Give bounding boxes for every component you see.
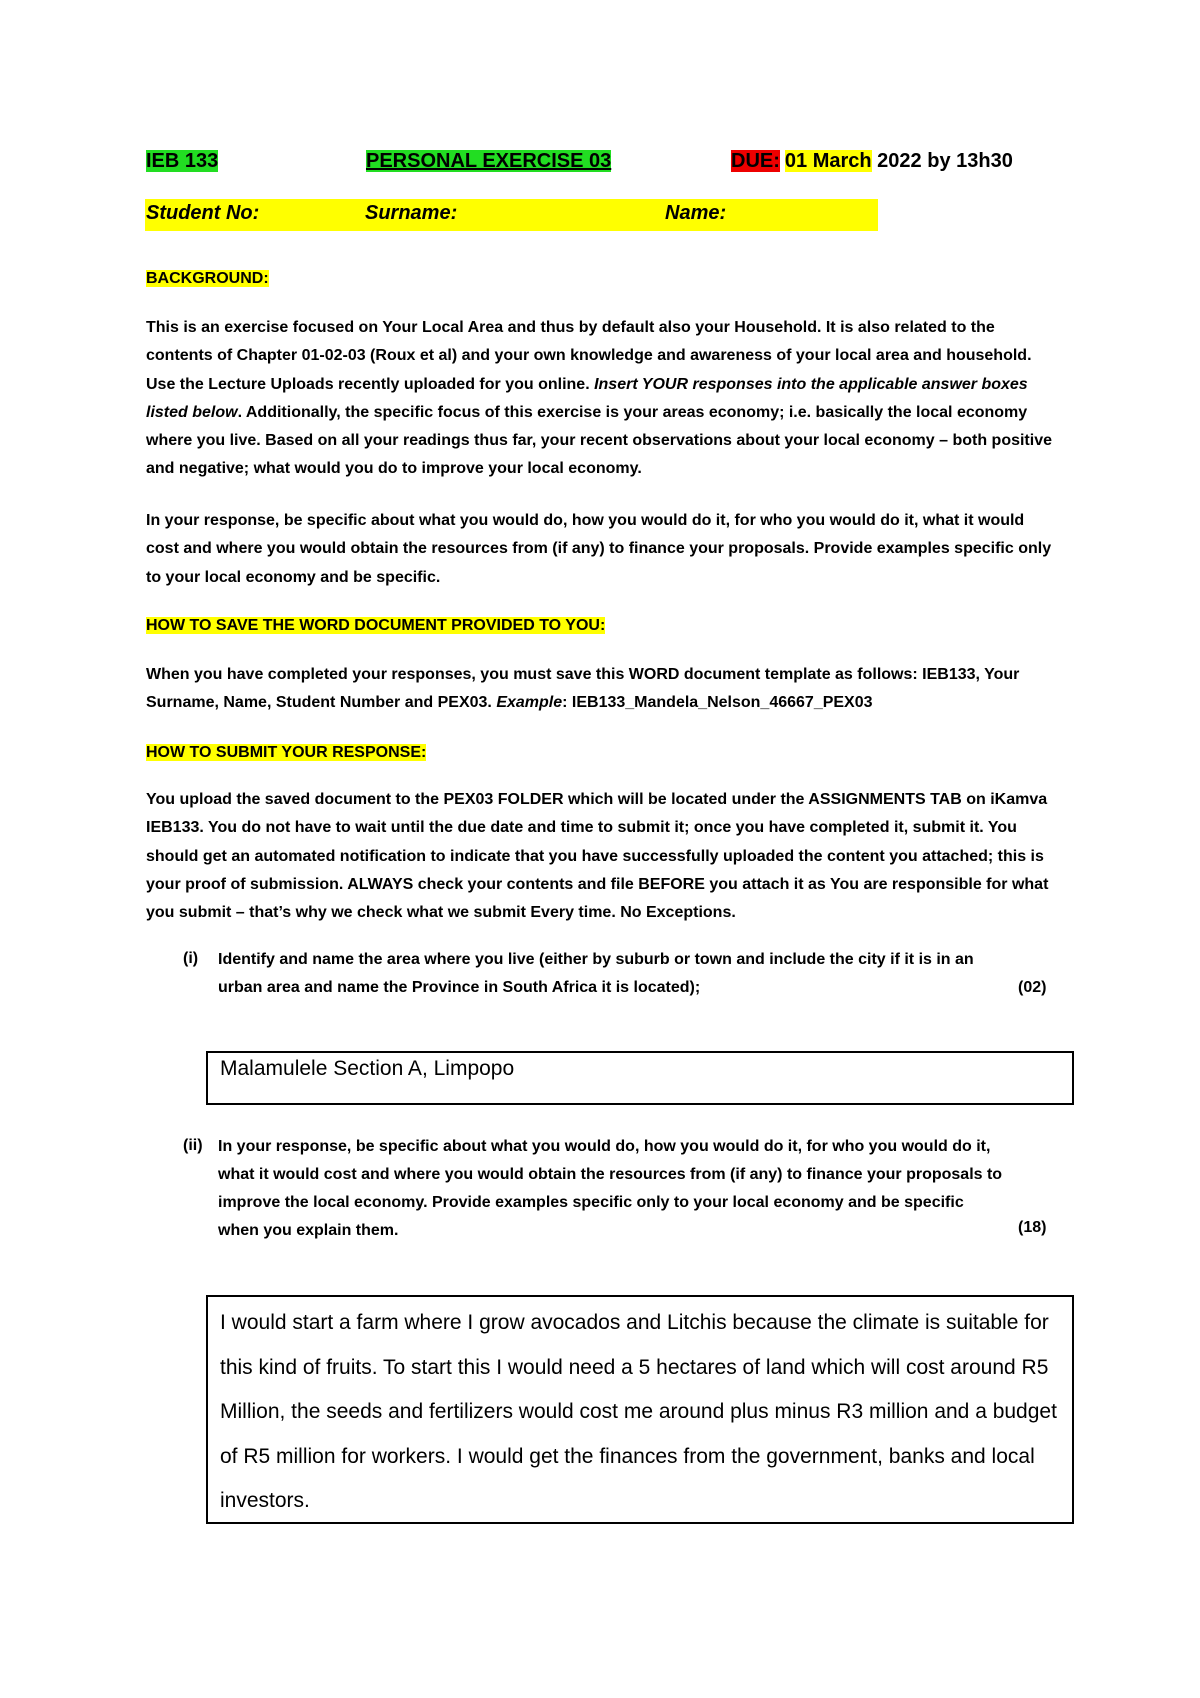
- question-1-number: (i): [183, 950, 199, 967]
- student-no-label: Student No:: [146, 202, 260, 224]
- question-2-text: In your response, be specific about what you would do, how you would do it, for who you would do it, what it would cost and where you would obtain the resources from (if any) to finance your proposals to improve the local economy. Provide examples specific only to your local economy and be specific when you explain them.: [218, 1138, 1003, 1239]
- background-heading-text: BACKGROUND:: [146, 270, 269, 287]
- due-date-rest: 2022 by 13h30: [877, 150, 1013, 172]
- save-heading: [146, 617, 605, 635]
- save-example-label: Example: [496, 694, 563, 712]
- question-2-marks: (18): [1018, 1219, 1047, 1236]
- background-heading: [146, 270, 269, 288]
- submit-text: You upload the saved document to the PEX03 FOLDER which will be located under the ASSIGNMENTS TAB on iKamva IEB133. You do not have to wait until the due date and time to submit it; once you have completed it, submit it. You should get an automated notification to indicate that you have successfully uploaded the content you attached; this is your proof of submission. ALWAYS check your contents and file BEFORE you attach it as You are responsible for what you submit – that’s why we check what we submit Every time. No Exceptions.: [146, 791, 1049, 922]
- student-info-bar: [145, 199, 878, 231]
- question-2-number: (ii): [183, 1137, 203, 1154]
- answer-1-text: Malamulele Section A, Limpopo: [220, 1057, 515, 1080]
- background-paragraph-1: [146, 314, 1056, 484]
- save-example-value: : IEB133_Mandela_Nelson_46667_PEX03: [562, 694, 873, 712]
- course-code: [146, 148, 218, 174]
- background-p1-a: This is an exercise focused on Your Local Area and thus by default also your Household. It is also related to the contents of Chapter 01-02-03 (Roux et al) and your own knowledge and awareness of your local area and household. Use the Lecture Uploads recently uploaded for you online.: [146, 319, 1032, 393]
- answer-box-2[interactable]: [206, 1295, 1074, 1524]
- question-1-marks: (02): [1018, 979, 1047, 996]
- name-label: Name:: [665, 202, 727, 224]
- course-code-text: IEB 133: [146, 150, 219, 172]
- background-p1-b: . Additionally, the specific focus of this exercise is your areas economy; i.e. basically the local economy where you live. Based on all your readings thus far, your recent observations about your local economy – both positive and negative; what would you do to improve your local economy.: [146, 403, 1052, 478]
- surname-label: Surname:: [365, 202, 458, 224]
- exercise-title-text: PERSONAL EXERCISE 03: [366, 150, 612, 172]
- submit-paragraph: [146, 786, 1056, 927]
- background-p2-text: In your response, be specific about what you would do, how you would do it, for who you would do it, what it would cost and where you would obtain the resources from (if any) to finance your proposals. Provide examples specific only to your local economy and be specific.: [146, 512, 1052, 586]
- due-date-highlight: 01 March: [784, 150, 872, 172]
- submit-heading-text: HOW TO SUBMIT YOUR RESPONSE:: [146, 744, 427, 761]
- save-text: When you have completed your responses, you must save this WORD document template as follows: IEB133, Your Surname, Name, Student Number and PEX03.: [146, 666, 1020, 712]
- due-label: DUE:: [731, 150, 780, 172]
- submit-heading: [146, 744, 426, 762]
- exercise-title: [366, 148, 611, 174]
- background-paragraph-2: [146, 507, 1056, 592]
- save-paragraph: [146, 661, 1056, 718]
- answer-2-text: I would start a farm where I grow avocados and Litchis because the climate is suitable for this kind of fruits. To start this I would need a 5 hectares of land which will cost around R5 Million, the seeds and fertilizers would cost me around plus minus R3 million and a budget of R5 million for workers. I would get the finances from the government, banks and local investors.: [220, 1311, 1057, 1512]
- background-p1-italic: Insert YOUR responses into the applicable answer boxes listed below: [146, 375, 1028, 421]
- due-date: [731, 148, 1013, 174]
- question-1-text: Identify and name the area where you live (either by suburb or town and include the city if it is in an urban area and name the Province in South Africa it is located);: [218, 951, 974, 996]
- save-heading-text: HOW TO SAVE THE WORD DOCUMENT PROVIDED TO YOU:: [146, 617, 606, 634]
- answer-box-1[interactable]: [206, 1051, 1074, 1105]
